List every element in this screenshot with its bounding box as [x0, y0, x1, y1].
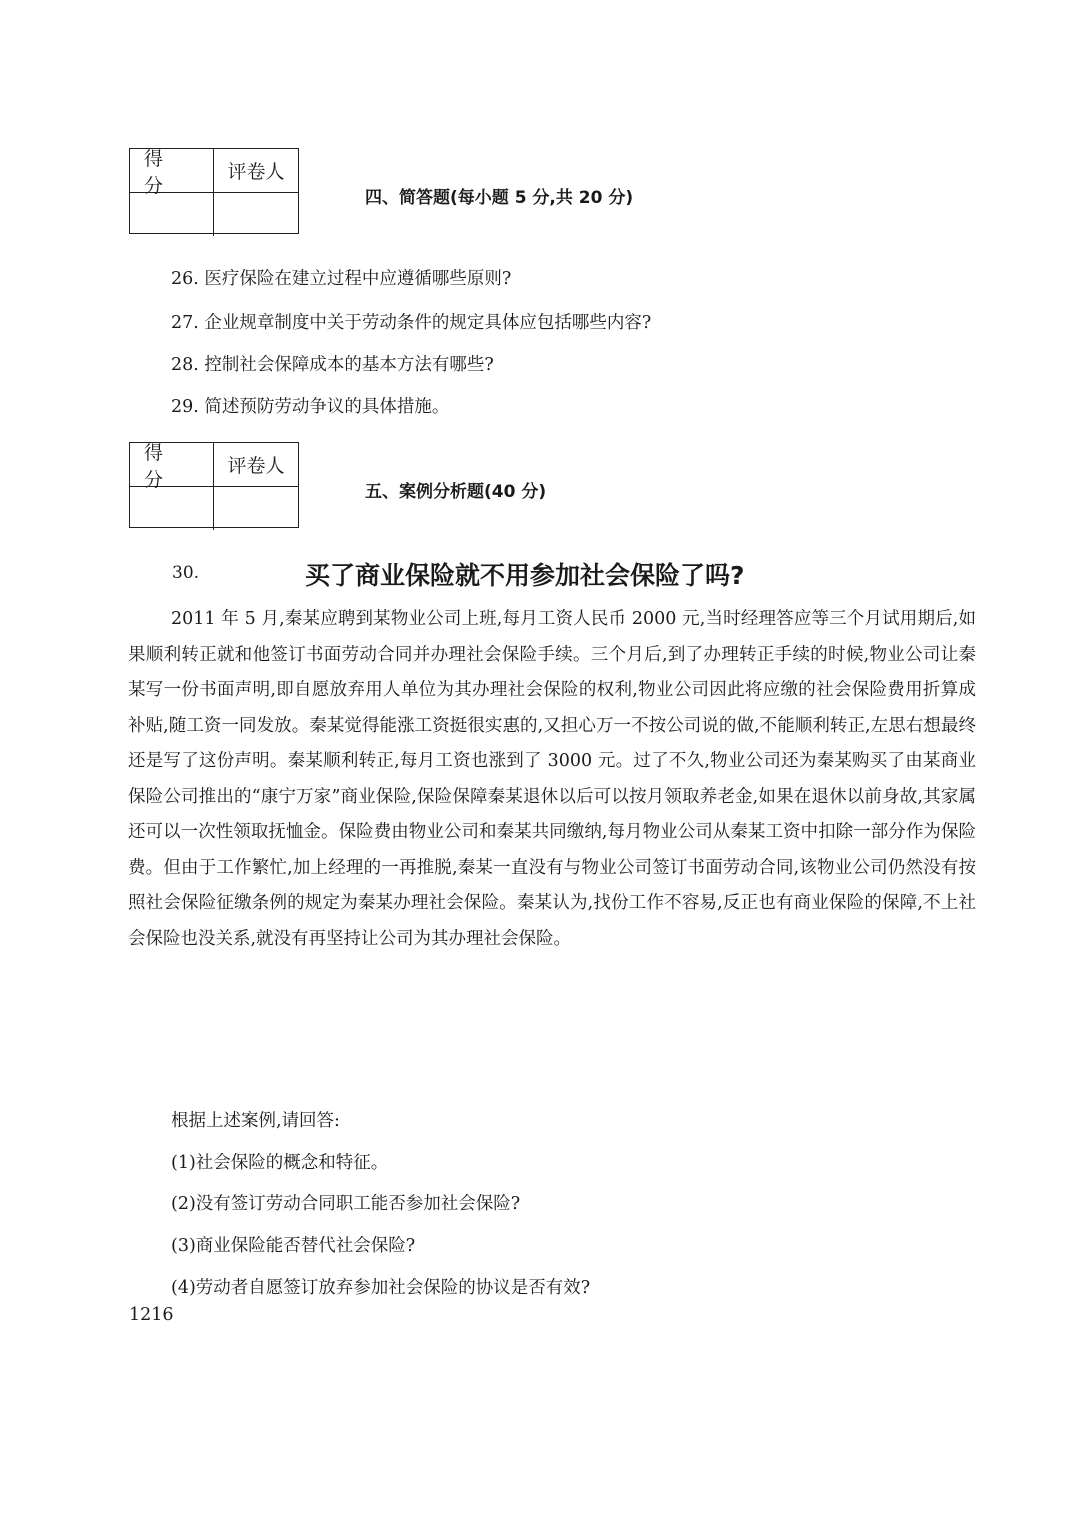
grader-input-cell: [214, 487, 298, 530]
score-input-cell: [130, 193, 214, 236]
grader-input-cell: [214, 193, 298, 236]
section-title-case-analysis: 五、案例分析题(40 分): [365, 482, 547, 502]
sub-question-1: (1)社会保险的概念和特征。: [171, 1153, 389, 1173]
case-title: 买了商业保险就不用参加社会保险了吗?: [305, 561, 745, 590]
grader-label: 评卷人: [227, 455, 285, 477]
section-title-short-answer: 四、简答题(每小题 5 分,共 20 分): [365, 188, 634, 208]
question-28: 28. 控制社会保障成本的基本方法有哪些?: [171, 355, 494, 375]
question-29: 29. 简述预防劳动争议的具体措施。: [171, 397, 450, 417]
sub-question-3: (3)商业保险能否替代社会保险?: [171, 1236, 416, 1256]
page-number: 1216: [129, 1305, 174, 1325]
grader-label: 评卷人: [227, 161, 285, 183]
case-number: 30.: [172, 563, 200, 583]
score-label: 得分: [130, 149, 214, 192]
question-27: 27. 企业规章制度中关于劳动条件的规定具体应包括哪些内容?: [171, 313, 652, 333]
case-paragraph: 2011 年 5 月,秦某应聘到某物业公司上班,每月工资人民币 2000 元,当时经理答应等三个月试用期后,如果顺利转正就和他签订书面劳动合同并办理社会保险手续。三个月后,到了办理转正手续的时候,物业公司让秦某写一份书面声明,即自愿放弃用人单位为其办理社会保险的权利,物业公司因此将应缴的社会保险费用折算成补贴,随工资一同发放。秦某觉得能涨工资挺很实惠的,又担心万一不按公司说的做,不能顺利转正,左思右想最终还是写了这份声明。秦某顺利转正,每月工资也涨到了 3000 元。过了不久,物业公司还为秦某购买了由某商业保险公司推出的“康宁万家”商业保险,保险保障秦某退休以后可以按月领取养老金,如果在退休以前身故,其家属还可以一次性领取抚恤金。保险费由物业公司和秦某共同缴纳,每月物业公司从秦某工资中扣除一部分作为保险费。但由于工作繁忙,加上经理的一再推脱,秦某一直没有与物业公司签订书面劳动合同,该物业公司仍然没有按照社会保险征缴条例的规定为秦某办理社会保险。秦某认为,找份工作不容易,反正也有商业保险的保障,不上社会保险也没关系,就没有再坚持让公司为其办理社会保险。: [128, 609, 976, 949]
score-input-cell: [130, 487, 214, 530]
sub-question-4: (4)劳动者自愿签订放弃参加社会保险的协议是否有效?: [171, 1278, 591, 1298]
score-table: [129, 148, 299, 234]
score-label: 得分: [130, 443, 214, 486]
sub-question-2: (2)没有签订劳动合同职工能否参加社会保险?: [171, 1194, 521, 1214]
question-26: 26. 医疗保险在建立过程中应遵循哪些原则?: [171, 269, 512, 289]
score-table: [129, 442, 299, 528]
case-prompt: 根据上述案例,请回答:: [171, 1111, 340, 1131]
